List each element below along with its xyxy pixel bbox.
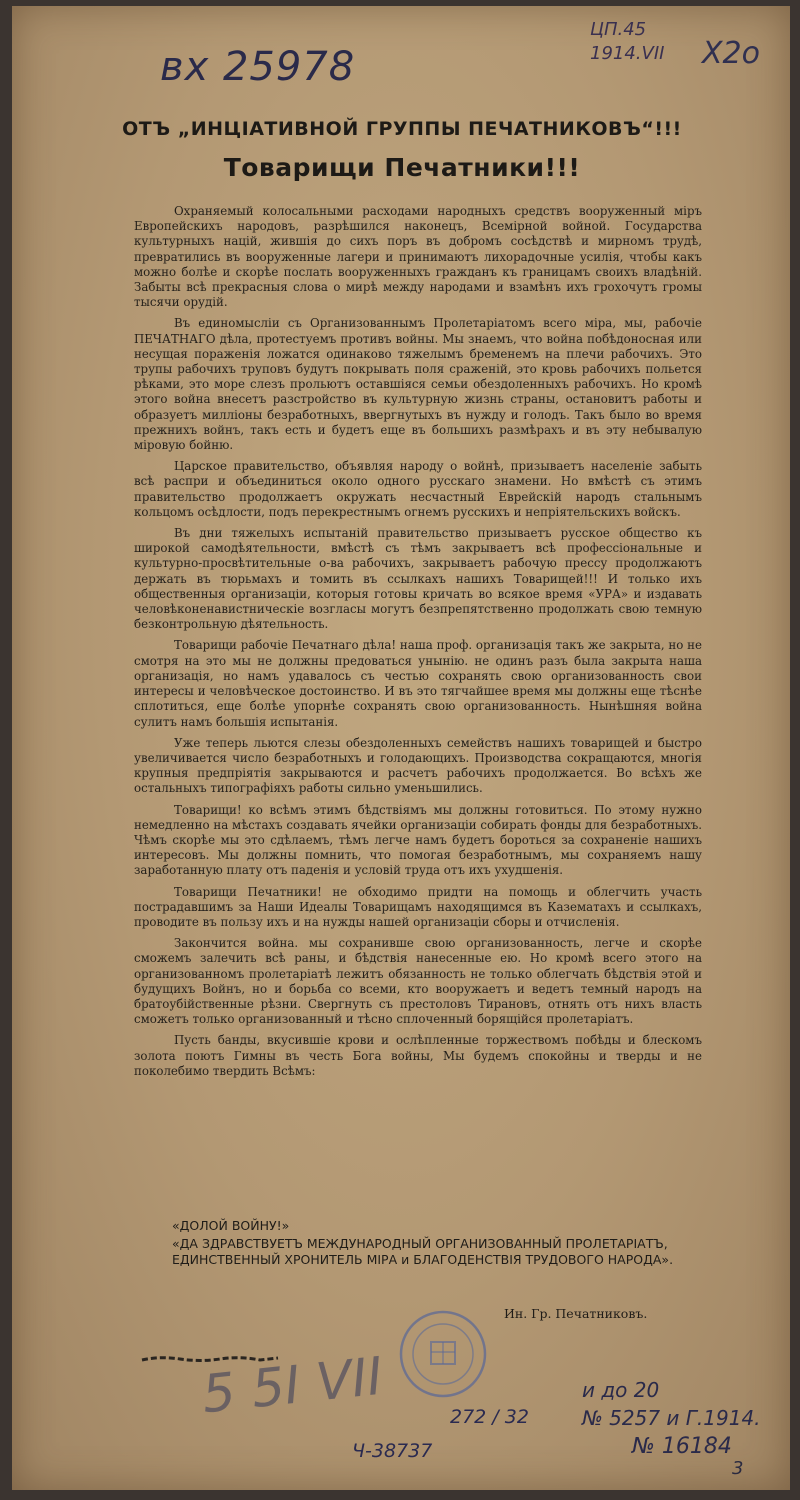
corner-mark: 3 [732,1458,744,1479]
paragraph: Товарищи рабочіе Печатнаго дѣла! наша проф. организація такъ же закрыта, но не смотря на это мы не должны предоваться унынію. не одинъ разъ была закрыта наша организація, но намъ удавалось съ честью сохранять свою организованность свои интересы и человѣческое достоинство. И въ это тягчайшее время мы должны еще тѣснѣе сплотиться, еще болѣе упорнѣе сохранять свою организованность. Нынѣшняя война сулитъ намъ большія испытанія. [134,638,702,729]
pencil-number: 5 5I VII [199,1346,386,1426]
slogans [172,1218,712,1270]
fraction-number: 272 / 32 [450,1406,529,1428]
archive-code-line-2: 1914.VII [590,43,665,64]
slogan-down-with-war: «ДОЛОЙ ВОЙНУ!» [172,1218,290,1233]
archive-code-handwritten [590,18,664,66]
page-title: Товарищи Печатники!!! [223,153,581,182]
paragraph: Въ единомысліи съ Организованнымъ Пролетаріатомъ всего міра, мы, рабочіе ПЕЧАТНАГО дѣла, протестуемъ противъ войны. Мы знаемъ, что война побѣдоносная или несущая пораженія ложатся одинаково тяжелымъ бременемъ на плечи рабочихъ. Это трупы рабочихъ труповъ будутъ покрывать поля сраженій, это кровь рабочихъ польется рѣками, это море слезъ прольютъ оставшіяся семьи обездоленныхъ рабочихъ. Но кромѣ этого война внесетъ разстройство въ культурную жизнь страны, остановитъ работы и образуетъ милліоны безработныхъ, ввергнутыхъ въ нужду и голодъ. Такъ было во время прежнихъ войнъ, такъ есть и будетъ еще въ большихъ размѣрахъ и въ эту небывалую міровую бойню. [134,316,702,453]
paragraph: Въ дни тяжелыхъ испытаній правительство призываетъ русское общество къ широкой самодѣятельности, вмѣстѣ съ тѣмъ закрываетъ всѣ профессіональные и культурно-просвѣтительные о-ва рабочихъ, закрываетъ рабочую прессу продолжаютъ держать въ тюрьмахъ и томить въ ссылкахъ нашихъ Товарищей!!! И только ихъ общественныя организаціи, которыя готовы кричать во всякое время «УРА» и издавать человѣконенавистническіе возгласы могутъ безпрепятственно продолжать свою темную безконтрольную дѣятельность. [134,526,702,632]
catalog-line-2: № 5257 и Г.1914. [582,1406,761,1430]
paragraph: Товарищи Печатники! не обходимо придти на помощь и облегчить участь пострадавшимъ за Наши Идеалы Товарищамъ находящимся въ Казематахъ и ссылкахъ, проводите въ пользу ихъ и на нужды нашей организаціи сборы и отчисленія. [134,884,702,929]
leaflet-body [134,204,702,1085]
catalog-line-1: и до 20 [582,1378,660,1402]
catalog-line-3: № 16184 [632,1434,732,1459]
issuer-heading: ОТЪ „ИНЦІАТИВНОЙ ГРУППЫ ПЕЧАТНИКОВЪ“!!! [122,118,682,140]
paragraph: Уже теперь льются слезы обездоленныхъ семействъ нашихъ товарищей и быстро увеличивается число безработныхъ и голодающихъ. Производства сокращаются, многія крупныя предпріятія закрываются и расчетъ рабочихъ продолжается. Во всѣхъ же остальныхъ типографіяхъ работы сильно уменьшились. [134,735,702,796]
paragraph: Охраняемый колосальными расходами народныхъ средствъ вооруженный міръ Европейскихъ народовъ, разрѣшился наконецъ, Всемірной войной. Государства культурныхъ націй, жившія до сихъ поръ въ добромъ сосѣдствѣ и мирномъ трудѣ, превратились въ вооруженные лагери и принимаютъ лихорадочные усилія, чтобы какъ можно болѣе и скорѣе послать вооруженныхъ гражданъ къ границамъ своихъ владѣній. Забыты всѣ прекрасныя слова о мирѣ между народами и взамѣнъ ихъ грохочутъ громы тысячи орудій. [134,204,702,310]
signature: Ин. Гр. Печатниковъ. [504,1306,648,1321]
inventory-number: Ч-38737 [352,1440,433,1462]
paragraph: Товарищи! ко всѣмъ этимъ бѣдствіямъ мы должны готовиться. По этому нужно немедленно на мѣстахъ создавать ячейки организаціи собирать фонды для безработныхъ. Чѣмъ скорѣе мы это сдѣлаемъ, тѣмъ легче намъ будетъ бороться за сохраненіе нашихъ интересовъ. Мы должны помнить, что помогая безработнымъ, мы сохраняемъ нашу заработанную плату отъ паденія и условій труда отъ ихъ ухудшенія. [134,802,702,878]
paragraph: Закончится война. мы сохранивше свою организованность, легче и скорѣе сможемъ залечить всѣ раны, и бѣдствія нанесенные ею. Но кромѣ всего этого на организованномъ пролетаріатѣ лежитъ обязанность не только облегчать бѣдствія этой и будущихъ Войнъ, но и борьба со всеми, кто вооружаетъ и ведетъ темный народъ на братоубійственные рѣзни. Свергнуть съ престоловъ Тирановъ, отнять отъ нихъ власть сможетъ только организованный и тѣсно сплоченный борящійся пролетаріатъ. [134,936,702,1027]
slogan-proletariat: «ДА ЗДРАВСТВУЕТЪ МЕЖДУНАРОДНЫЙ ОРГАНИЗОВАННЫЙ ПРОЛЕТАРІАТЪ, ЕДИНСТВЕННЫЙ ХРОНИТЕЛЬ МІРА и БЛАГОДЕНСТВІЯ ТРУДОВОГО НАРОДА». [172,1236,674,1267]
paragraph: Пусть банды, вкусившіе крови и ослѣпленные торжествомъ побѣды и блескомъ золота поютъ Гимны въ честь Бога войны, Мы будемъ спокойны и тверды и не поколебимо твердить Всѣмъ: [134,1033,702,1078]
archive-mark-handwritten: X2o [702,36,760,71]
paragraph: Царское правительство, объявляя народу о войнѣ, призываетъ населеніе забыть всѣ распри и объединиться около одного русскаго знамени. Но вмѣстѣ съ этимъ правительство продолжаетъ окружать несчастный Еврейскій народъ стальнымъ кольцомъ осѣдлости, подъ перекрестнымъ огнемъ русскихъ и непріятельскихъ войскъ. [134,459,702,519]
archive-code-line-1: ЦП.45 [590,19,647,40]
document-sheet [12,6,790,1490]
archive-number-handwritten: вх 25978 [160,44,356,90]
library-stamp [397,1308,489,1400]
